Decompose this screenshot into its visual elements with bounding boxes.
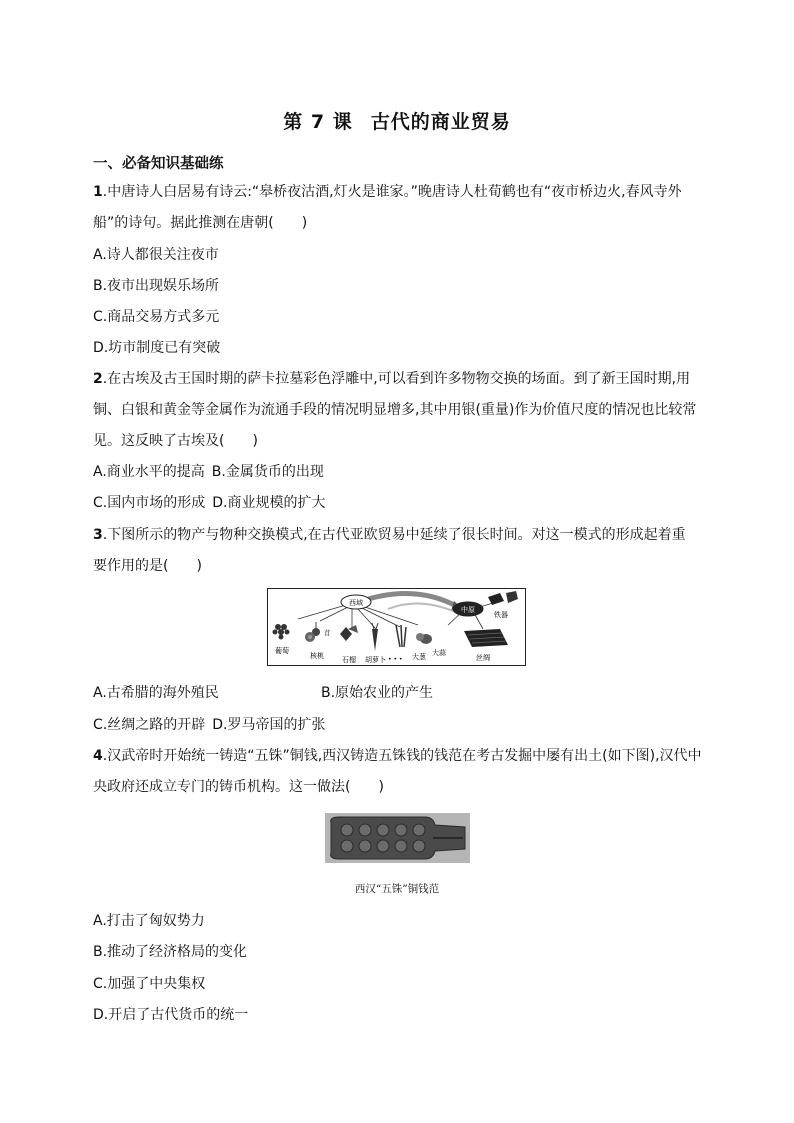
question-4-line-2: 央政府还成立专门的铸币机构。这一做法( ) [93, 779, 384, 795]
question-2-options-row-1 [93, 463, 324, 481]
coin-mold-caption: 西汉“五铢”铜钱范 [354, 883, 440, 895]
walnut-icon [305, 632, 315, 642]
walnut-label: 核桃 [310, 652, 324, 660]
question-2-number: 2 [93, 371, 103, 387]
pomegranate-label: 石榴 [342, 656, 356, 664]
onion-icon [396, 625, 406, 647]
silk-icon [464, 629, 508, 647]
central-plains-label: 中原 [461, 606, 475, 614]
question-4-option-a: A.打击了匈奴势力 [93, 913, 205, 929]
iron-tools-label: 铁器 [494, 611, 508, 619]
question-3-line-2: 要作用的是( ) [93, 558, 202, 574]
question-4-line-1 [93, 747, 702, 765]
coin-mold-photo [325, 813, 470, 863]
garlic-icon [416, 633, 432, 644]
question-3-text: .下图所示的物产与物种交换模式,在古代亚欧贸易中延续了很长时间。对这一模式的形成起着重 [102, 527, 686, 543]
question-4-option-d: D.开启了古代货币的统一 [93, 1007, 249, 1023]
question-2-option-d: D.商业规模的扩大 [212, 495, 326, 511]
carrot-icon [372, 623, 378, 651]
question-1-line-1 [93, 183, 682, 201]
question-1-option-d: D.坊市制度已有突破 [93, 340, 221, 356]
question-1-option-a: A.诗人都很关注夜市 [93, 247, 219, 263]
question-3-option-a: A.古希腊的海外殖民 [93, 685, 219, 701]
question-1-option-b: B.夜市出现娱乐场所 [93, 278, 220, 294]
garlic-label: 大蒜 [432, 649, 446, 657]
lesson-number: 第 7 课 [283, 111, 353, 133]
question-2-option-a: A.商业水平的提高 [93, 464, 205, 480]
question-3-option-c: C.丝绸之路的开辟 [93, 717, 206, 733]
question-2-line-3: 见。这反映了古埃及( ) [93, 433, 258, 449]
question-2-options-row-2 [93, 494, 325, 512]
page-title [0, 107, 794, 134]
question-2-text: .在古埃及古王国时期的萨卡拉墓彩色浮雕中,可以看到许多物物交换的场面。到了新王国时期,用 [102, 371, 691, 387]
question-3-option-d: D.罗马帝国的扩张 [212, 717, 326, 733]
question-3-options-row-2 [93, 716, 325, 734]
question-3-number: 3 [93, 527, 103, 543]
question-1-line-2: 船”的诗句。据此推测在唐朝( ) [93, 215, 308, 231]
question-3-options-row-1 [93, 684, 433, 702]
silk-label: 丝绸 [476, 654, 490, 662]
question-1-number: 1 [93, 184, 103, 200]
more-items-dots: • • • [388, 656, 403, 663]
question-3-line-1 [93, 526, 686, 544]
question-4-option-b: B.推动了经济格局的变化 [93, 944, 248, 960]
section-heading: 一、必备知识基础练 [93, 156, 224, 172]
question-2-option-c: C.国内市场的形成 [93, 495, 206, 511]
pomegranate-icon [340, 625, 358, 641]
question-4-text: .汉武帝时开始统一铸造“五铢”铜钱,西汉铸造五铢钱的钱范在考古发掘中屡有出土(如下图),汉代中 [102, 748, 702, 764]
iron-tools-icon [488, 591, 518, 605]
onion-label: 大葱 [412, 653, 426, 661]
question-4-option-c: C.加强了中央集权 [93, 976, 206, 992]
west-region-label: 西域 [349, 599, 363, 607]
question-2-line-1 [93, 370, 690, 388]
question-2-line-2: 铜、白银和黄金等金属作为流通手段的情况明显增多,其中用银(重量)作为价值尺度的情况也比较常 [93, 402, 697, 418]
carrot-label: 胡萝卜 [365, 656, 386, 664]
question-4-number: 4 [93, 748, 103, 764]
lesson-name: 古代的商业贸易 [370, 111, 511, 133]
grape-label: 葡萄 [275, 647, 289, 655]
grape-icon [273, 624, 290, 640]
question-1-text: .中唐诗人白居易有诗云:“皋桥夜沽酒,灯火是谁家。”晚唐诗人杜荀鹤也有“夜市桥边火,春风寺外 [102, 184, 682, 200]
trade-exchange-figure [267, 588, 526, 666]
question-3-option-b: B.原始农业的产生 [321, 685, 434, 701]
question-2-option-b: B.金属货币的出现 [211, 464, 324, 480]
alfalfa-label: 苜 [324, 629, 331, 637]
trade-exchange-diagram [268, 589, 525, 665]
question-1-option-c: C.商品交易方式多元 [93, 309, 220, 325]
